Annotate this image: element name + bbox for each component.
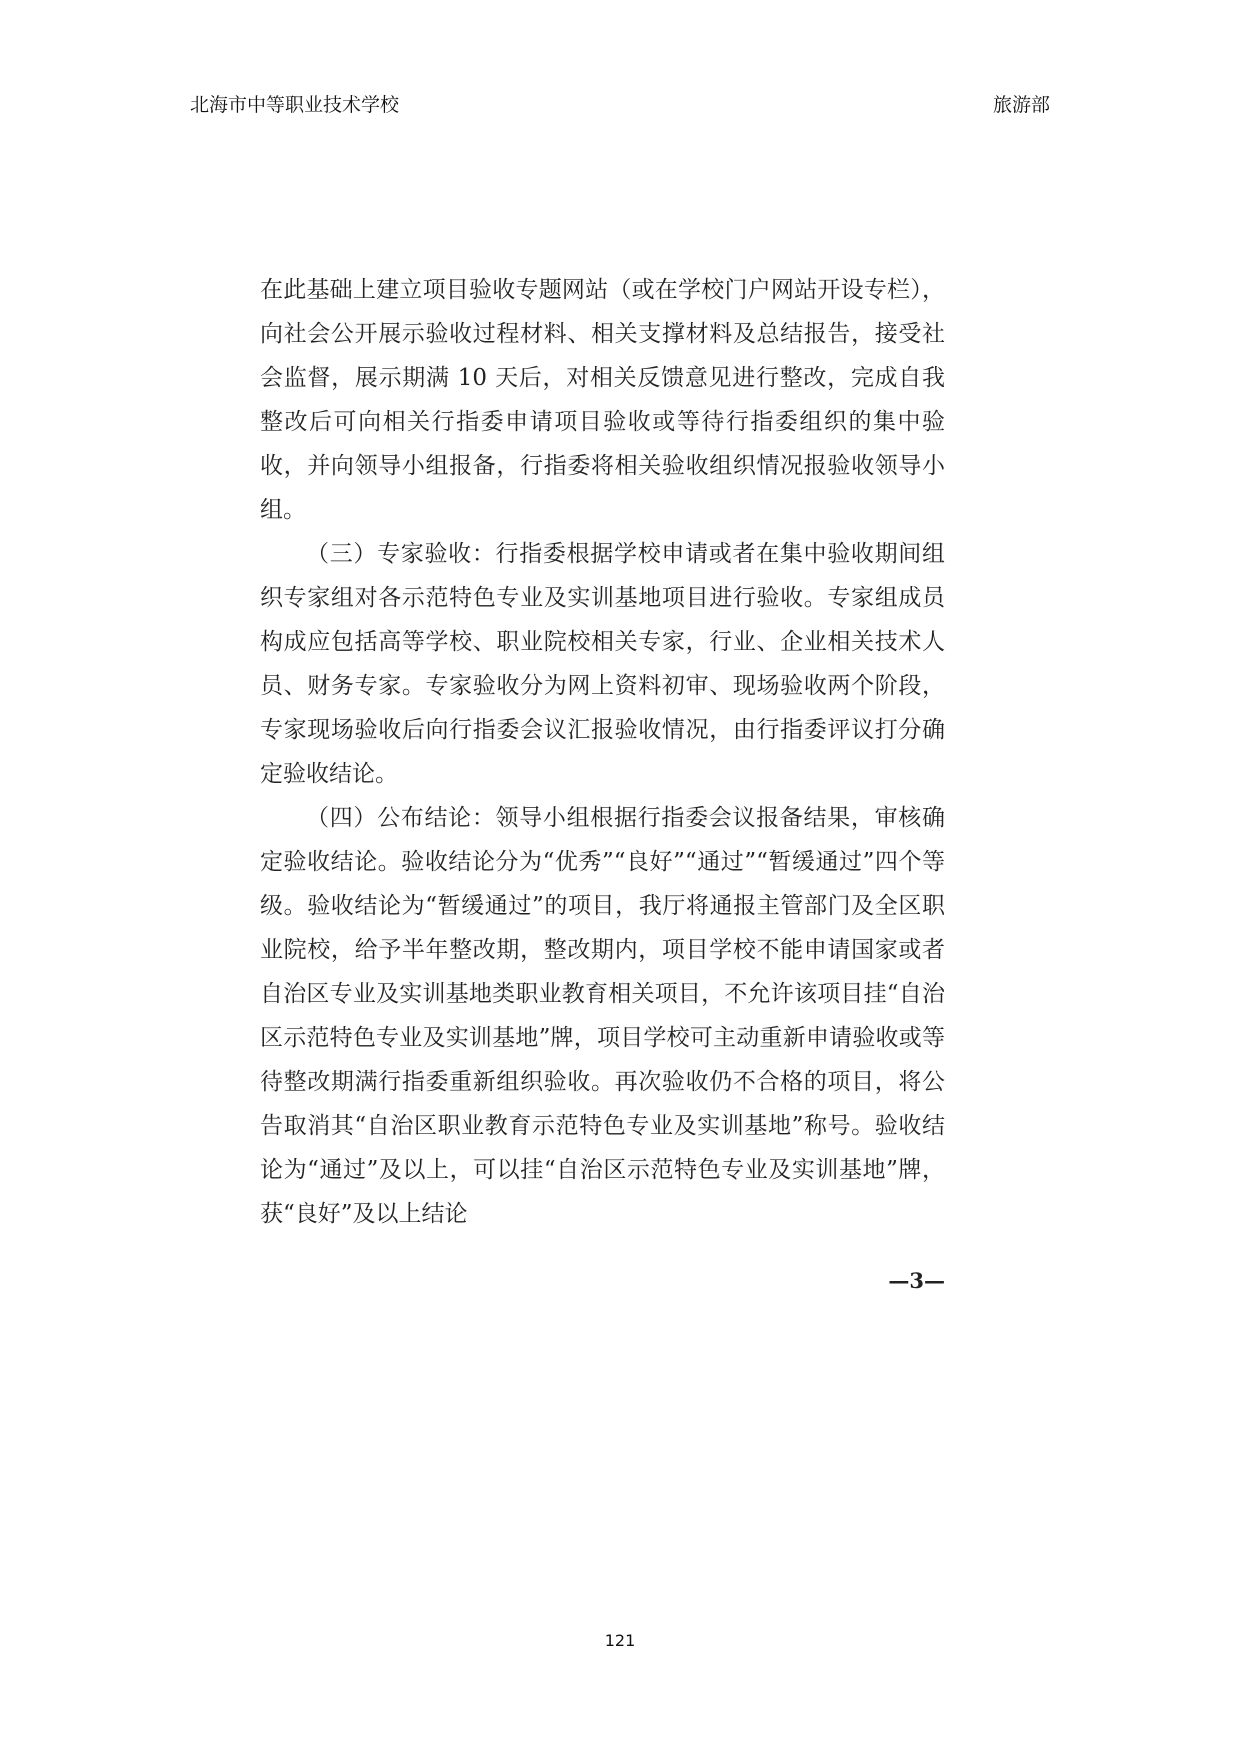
- paragraph-publish-conclusion: （四）公布结论：领导小组根据行指委会议报备结果，审核确定验收结论。验收结论分为“优秀”“良好”“通过”“暂缓通过”四个等级。验收结论为“暂缓通过”的项目，我厅将通报主管部门及全区职业院校，给予半年整改期，整改期内，项目学校不能申请国家或者自治区专业及实训基地类职业教育相关项目，不允许该项目挂“自治区示范特色专业及实训基地”牌，项目学校可主动重新申请验收或等待整改期满行指委重新组织验收。再次验收仍不合格的项目，将公告取消其“自治区职业教育示范特色专业及实训基地”称号。验收结论为“通过”及以上，可以挂“自治区示范特色专业及实训基地”牌，获“良好”及以上结论: [260, 805, 945, 1227]
- header-department: 旅游部: [992, 94, 1050, 116]
- header-school-name: 北海市中等职业技术学校: [190, 94, 400, 116]
- scanned-page-number: —3—: [888, 1268, 945, 1293]
- paragraph-expert-acceptance: （三）专家验收：行指委根据学校申请或者在集中验收期间组织专家组对各示范特色专业及实训基地项目进行验收。专家组成员构成应包括高等学校、职业院校相关专家，行业、企业相关技术人员、财务专家。专家验收分为网上资料初审、现场验收两个阶段，专家现场验收后向行指委会议汇报验收情况，由行指委评议打分确定验收结论。: [260, 541, 945, 787]
- footer-page-number: 121: [604, 1631, 636, 1650]
- paragraph-continuation: 在此基础上建立项目验收专题网站（或在学校门户网站开设专栏），向社会公开展示验收过程材料、相关支撑材料及总结报告，接受社会监督，展示期满 10 天后，对相关反馈意见进行整改，完成自我整改后可向相关行指委申请项目验收或等待行指委组织的集中验收，并向领导小组报备，行指委将相关验收组织情况报验收领导小组。: [260, 277, 945, 523]
- document-body: [260, 268, 945, 1236]
